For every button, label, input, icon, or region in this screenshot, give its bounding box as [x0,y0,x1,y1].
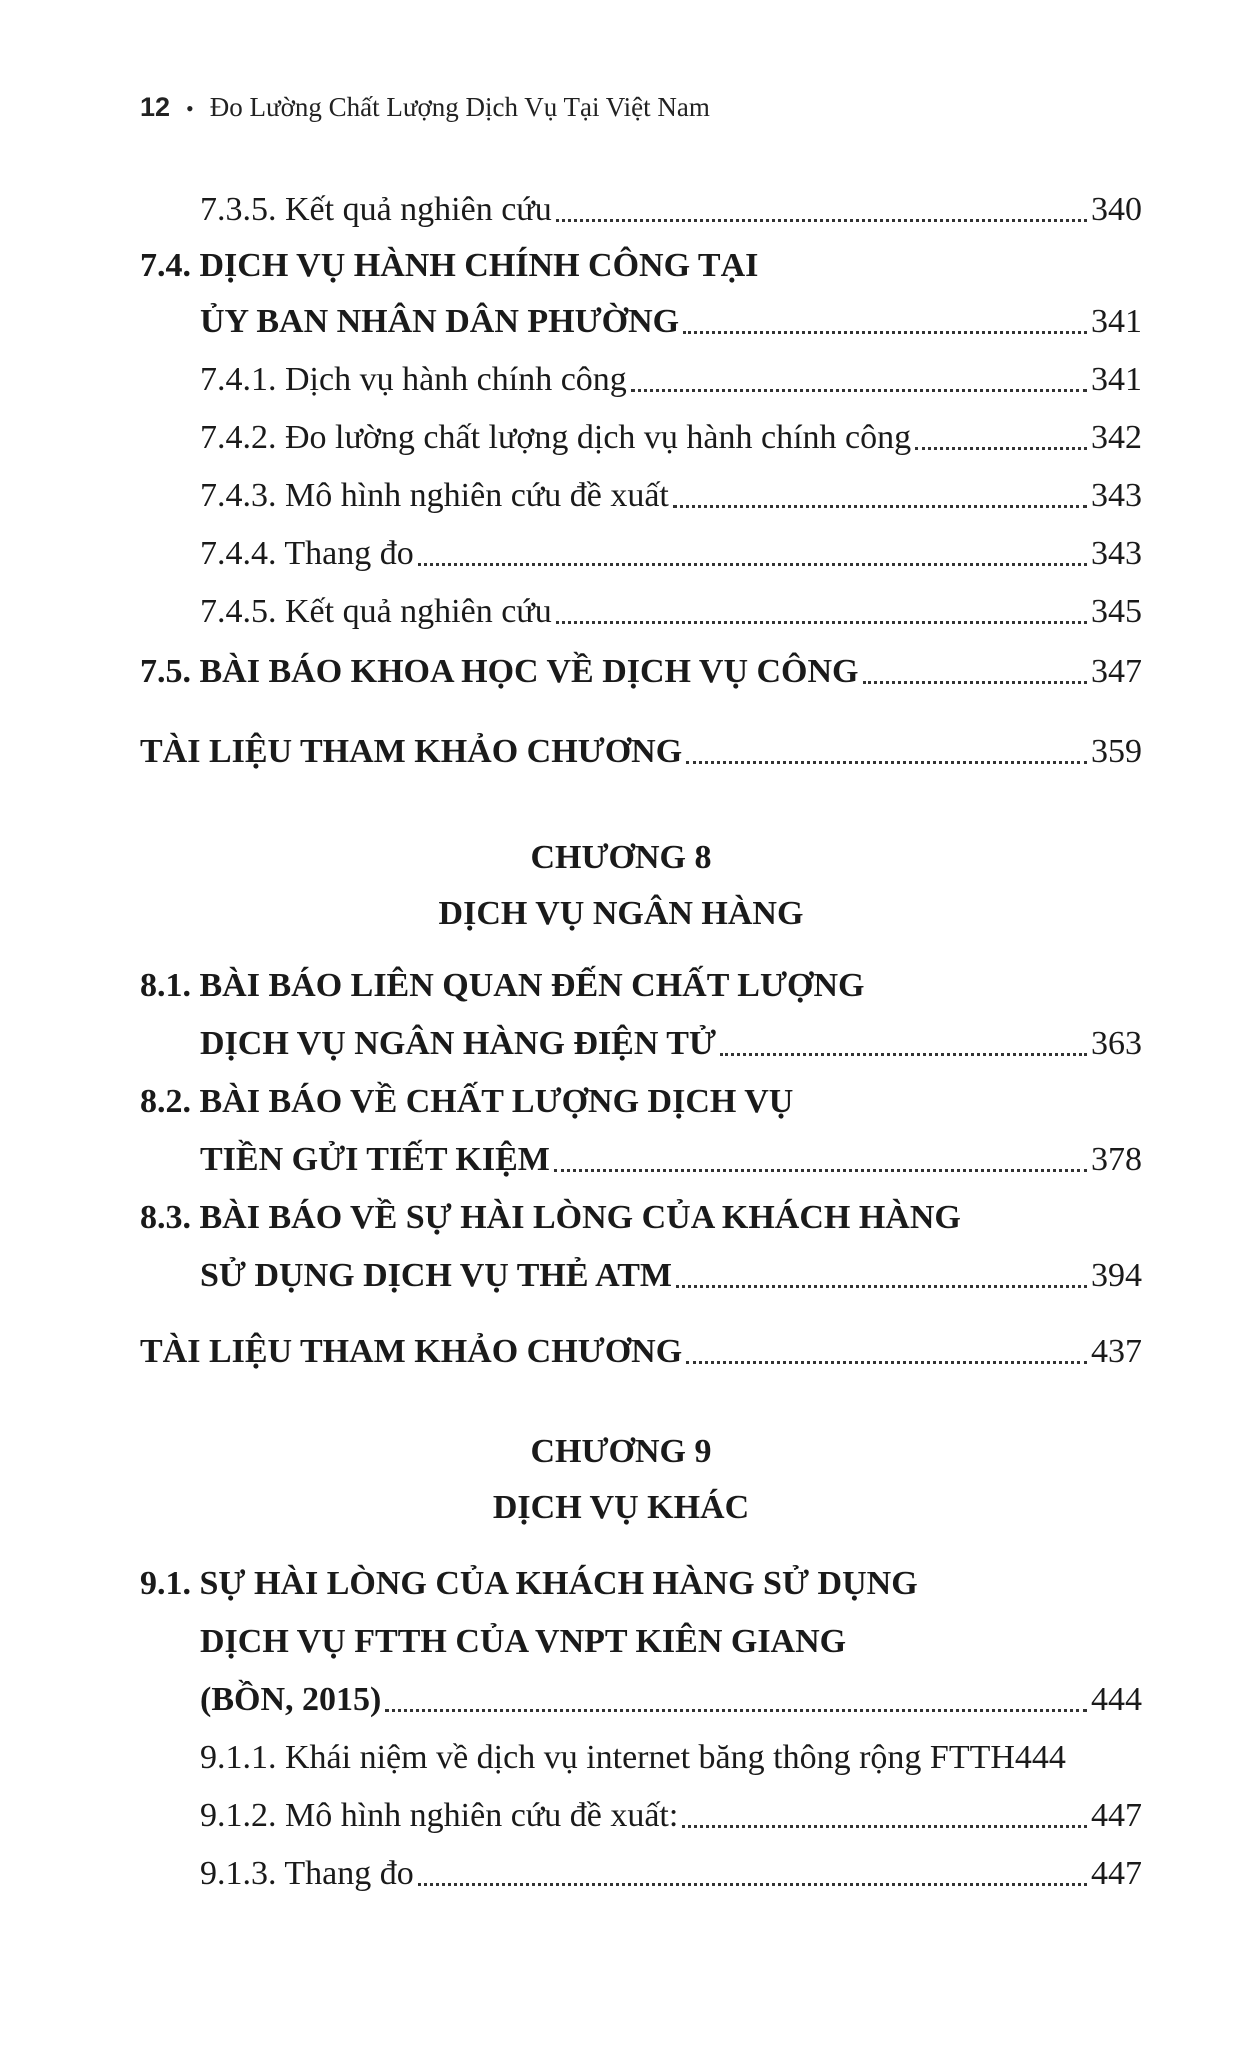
toc-section [140,1196,961,1240]
dot-leader [385,1708,1087,1712]
toc-entry-page: 437 [1091,1333,1142,1370]
toc-entry-title: 7.3.5. Kết quả nghiên cứu [200,191,552,228]
dot-leader [556,620,1087,624]
toc-section [200,1022,1142,1066]
toc-section [140,1330,1142,1374]
toc-entry-page: 359 [1091,733,1142,770]
toc-entry [200,416,1142,460]
toc-section [200,1678,1142,1722]
dot-leader [554,1168,1087,1172]
toc-entry-title: 7.4.1. Dịch vụ hành chính công [200,361,627,398]
dot-leader [915,446,1087,450]
toc-entry-title: 9.1.1. Khái niệm về dịch vụ internet băng thông rộng FTTH [200,1739,1015,1776]
toc-section [140,964,864,1008]
toc-section-title: 8.1. BÀI BÁO LIÊN QUAN ĐẾN CHẤT LƯỢNG [140,967,865,1004]
toc-entry [200,188,1142,232]
toc-section-title: TÀI LIỆU THAM KHẢO CHƯƠNG [140,1333,683,1370]
toc-entry-title: 9.1.2. Mô hình nghiên cứu đề xuất: [200,1797,679,1834]
page-number: 12 [140,92,171,122]
toc-entry [200,1736,1142,1780]
dot-leader [673,504,1087,508]
toc-entry-title: 7.4.5. Kết quả nghiên cứu [200,593,552,630]
dot-leader [863,680,1088,684]
toc-entry-page: 340 [1091,191,1142,228]
dot-leader [683,330,1087,334]
toc-entry [200,1794,1142,1838]
chapter-title: DỊCH VỤ NGÂN HÀNG [438,895,804,932]
toc-entry-page: 444 [1014,1739,1066,1776]
chapter-label: CHƯƠNG 8 [530,839,712,876]
header-bullet: • [186,96,194,121]
toc-entry [200,358,1142,402]
dot-leader [631,388,1087,392]
toc-entry [200,532,1142,576]
toc-section [140,650,1142,694]
dot-leader [676,1284,1087,1288]
toc-section-title: 8.2. BÀI BÁO VỀ CHẤT LƯỢNG DỊCH VỤ [140,1083,794,1120]
toc-entry-page: 341 [1091,361,1142,398]
toc-section [200,1620,846,1664]
toc-entry-page: 345 [1091,593,1142,630]
toc-section [140,1562,918,1606]
dot-leader [686,1360,1087,1364]
toc-section [200,1254,1142,1298]
toc-section-title: TIỀN GỬI TIẾT KIỆM [200,1141,550,1178]
dot-leader [682,1824,1087,1828]
dot-leader [720,1052,1087,1056]
toc-section [200,300,1142,344]
toc-section-title: 8.3. BÀI BÁO VỀ SỰ HÀI LÒNG CỦA KHÁCH HÀNG [140,1199,961,1236]
toc-section [140,244,758,288]
toc-entry-page: 444 [1091,1681,1142,1718]
toc-entry-title: 7.4.3. Mô hình nghiên cứu đề xuất [200,477,669,514]
toc-entry-page: 343 [1091,477,1142,514]
toc-section-title: DỊCH VỤ NGÂN HÀNG ĐIỆN TỬ [200,1025,717,1062]
toc-entry-page: 378 [1091,1141,1142,1178]
book-title: Đo Lường Chất Lượng Dịch Vụ Tại Việt Nam [209,92,710,122]
dot-leader [556,218,1087,222]
toc-section-title: 9.1. SỰ HÀI LÒNG CỦA KHÁCH HÀNG SỬ DỤNG [140,1565,918,1602]
toc-entry-page: 341 [1091,303,1142,340]
toc-section-title: SỬ DỤNG DỊCH VỤ THẺ ATM [200,1257,672,1294]
toc-entry [200,474,1142,518]
toc-section-title: (BỒN, 2015) [200,1681,382,1718]
toc-entry [200,590,1142,634]
chapter-label: CHƯƠNG 9 [530,1433,712,1470]
toc-entry-page: 343 [1091,535,1142,572]
toc-entry-title: 7.4.2. Đo lường chất lượng dịch vụ hành chính công [200,419,912,456]
running-header [140,92,710,123]
toc-entry-page: 394 [1091,1257,1142,1294]
dot-leader [418,1882,1087,1886]
toc-section-title: DỊCH VỤ FTTH CỦA VNPT KIÊN GIANG [200,1623,847,1660]
dot-leader [686,760,1087,764]
toc-entry-title: 9.1.3. Thang đo [200,1855,414,1892]
toc-entry-page: 342 [1091,419,1142,456]
dot-leader [418,562,1087,566]
toc-section [140,730,1142,774]
toc-entry-page: 447 [1091,1855,1142,1892]
toc-section-title: ỦY BAN NHÂN DÂN PHƯỜNG [200,303,680,340]
toc-section [140,1080,793,1124]
toc-section-title: 7.5. BÀI BÁO KHOA HỌC VỀ DỊCH VỤ CÔNG [140,653,859,690]
chapter-title: DỊCH VỤ KHÁC [492,1489,750,1526]
toc-entry-page: 447 [1091,1797,1142,1834]
toc-entry-page: 347 [1091,653,1142,690]
toc-entry [200,1852,1142,1896]
toc-entry-page: 363 [1091,1025,1142,1062]
toc-entry-title: 7.4.4. Thang đo [200,535,414,572]
toc-section-title: 7.4. DỊCH VỤ HÀNH CHÍNH CÔNG TẠI [140,247,759,284]
toc-section-title: TÀI LIỆU THAM KHẢO CHƯƠNG [140,733,683,770]
toc-section [200,1138,1142,1182]
